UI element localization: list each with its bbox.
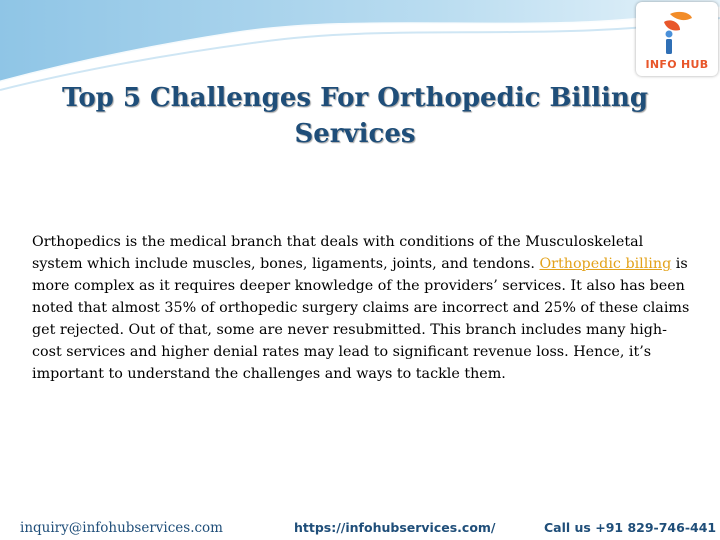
footer-email[interactable]: inquiry@infohubservices.com — [20, 520, 223, 536]
footer-phone: Call us +91 829-746-441 — [544, 520, 717, 535]
footer — [0, 520, 720, 540]
orthopedic-billing-link[interactable]: Orthopedic billing — [539, 256, 672, 272]
intro-paragraph — [32, 231, 694, 385]
logo-text: INFO HUB — [645, 58, 709, 71]
paragraph-text-before: Orthopedics is the medical branch that deals with conditions of the Musculoskeletal system which include muscles, bones, ligaments, joints, and tendons. — [32, 234, 644, 272]
footer-website[interactable]: https://infohubservices.com/ — [294, 520, 496, 535]
infohub-logo-icon — [660, 8, 696, 56]
infohub-logo — [636, 2, 718, 76]
page-title: Top 5 Challenges For Orthopedic Billing Services — [61, 83, 649, 149]
paragraph-text-after: is more complex as it requires deeper knowledge of the providers’ services. It also has been noted that almost 35% of orthopedic surgery claims are incorrect and 25% of these claims get rejected. Out of that, some are never resubmitted. This branch includes many high-cost services and higher denial rates may lead to significant revenue loss. Hence, it’s important to understand the challenges and ways to tackle them. — [32, 256, 690, 382]
